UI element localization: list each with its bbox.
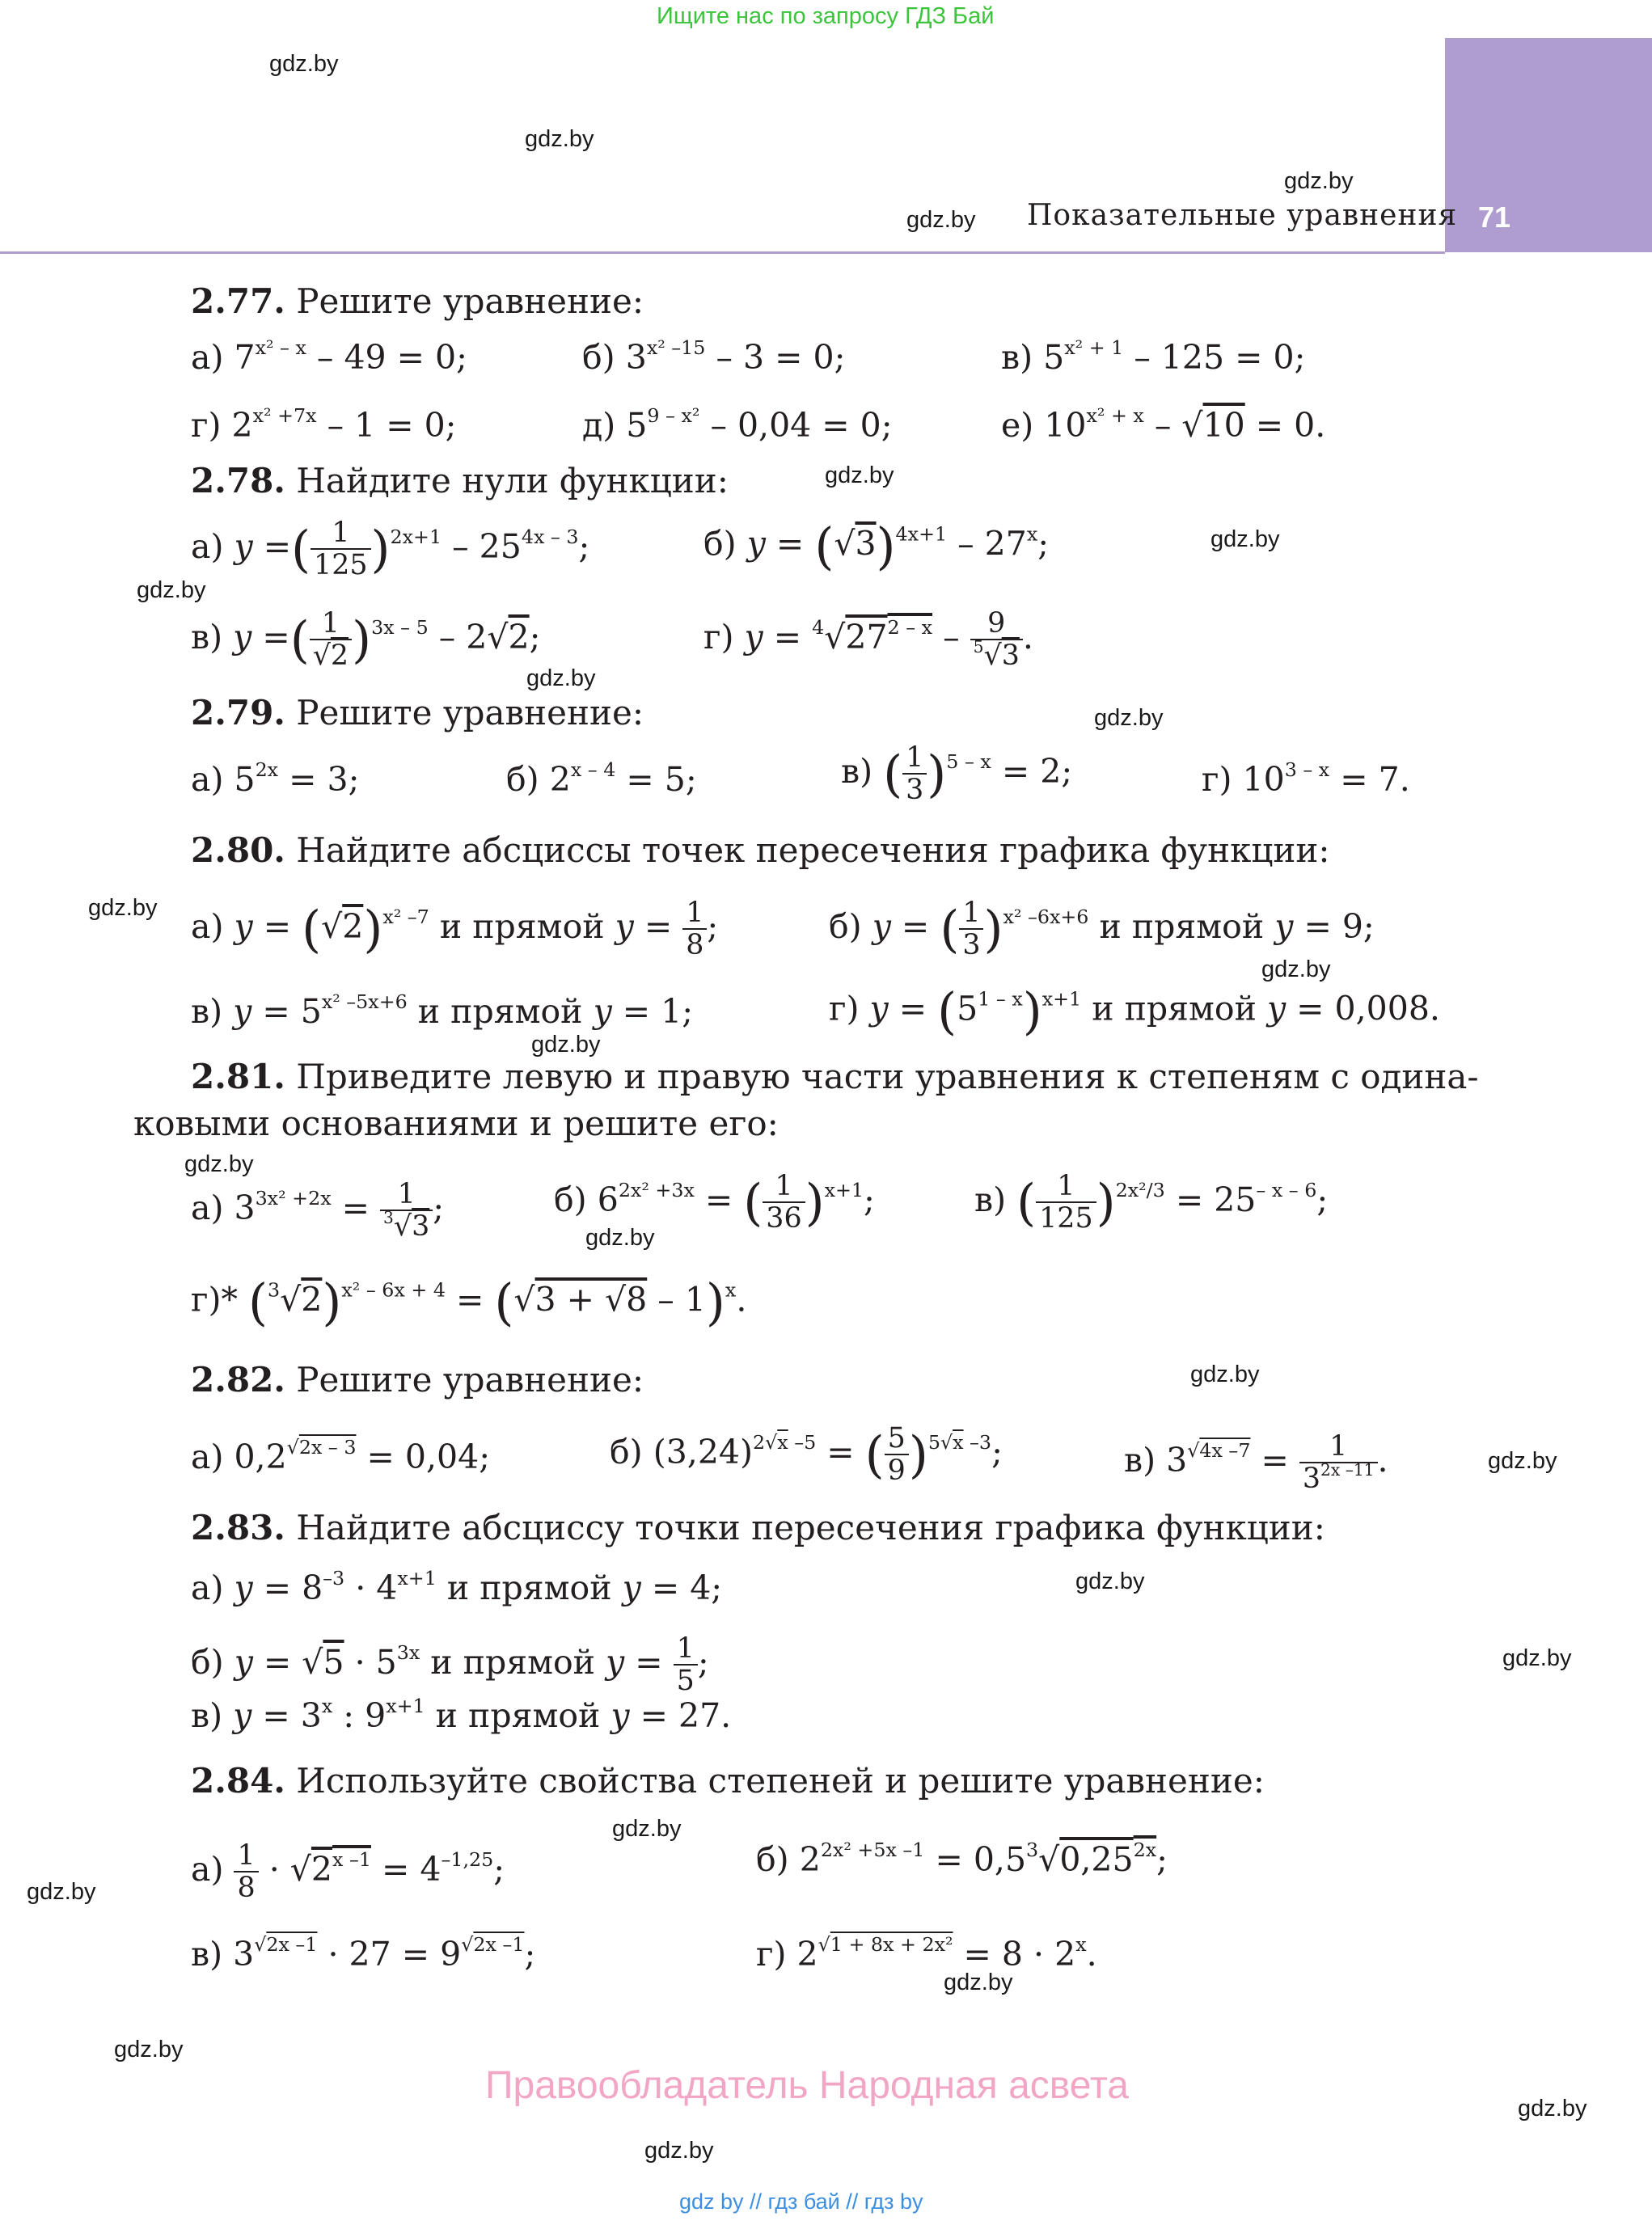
text-line: прямой (450, 992, 583, 1031)
text-line: прямой (472, 906, 605, 946)
problem-statement: Найдите нули функции: (296, 461, 729, 500)
equation-2-77-b: б) $3^{x^2 -15} - 3 = 0$; (582, 336, 846, 377)
watermark: gdz.by (1502, 1645, 1572, 1671)
watermark: gdz.by (1284, 168, 1354, 194)
problem-2-78-title (191, 461, 729, 500)
equation-2-77-a: а) $7^{x^2 - x} - 49 = 0$; (191, 336, 467, 377)
rights-holder: Правообладатель Народная асвета (485, 2064, 1129, 2107)
problem-2-81-title (191, 1057, 1479, 1096)
watermark: gdz.by (825, 462, 894, 488)
text-line: прямой (1124, 989, 1257, 1028)
text-and: и (1099, 906, 1122, 946)
watermark: gdz.by (1261, 956, 1331, 982)
equation-2-84-v: в) $3^{√2x -1} \cdot 27 = 9^{√2x -1}$; (191, 1933, 536, 1974)
watermark: gdz.by (1488, 1448, 1557, 1474)
problem-statement: Решите уравнение: (296, 1360, 644, 1400)
equation-2-79-v: в) ( $\frac{1}{3}$ )$^{5 - x}$ = 2; (841, 741, 1073, 807)
problem-number: 2.77. (191, 281, 285, 321)
problem-2-84-title (191, 1761, 1265, 1801)
equation-2-84-g: г) $2^{√1 + 8x + 2x^2} = 8 \cdot 2^x$. (756, 1933, 1097, 1974)
text-and: и (1092, 989, 1114, 1028)
problem-statement: Найдите абсциссу точки пересечения графика функции: (296, 1508, 1325, 1547)
problem-number: 2.81. (191, 1057, 285, 1096)
equation-2-77-d: д) $5^{9 - x^2} - 0,04 = 0$; (582, 404, 893, 445)
page-number-tab (1445, 38, 1652, 252)
watermark: gdz.by (525, 126, 594, 152)
equation-2-77-e: е) $10^{x^2 + x} - √10 = 0$. (1001, 404, 1326, 445)
problem-number: 2.84. (191, 1761, 285, 1801)
equation-2-83-a: а) $y = 8^{-3} \cdot 4^{x+1}$ и прямой y = 4; (191, 1567, 723, 1607)
watermark: gdz.by (585, 1225, 655, 1251)
problem-2-79-title (191, 693, 644, 733)
equation-2-81-g: г)* $(^3√2)^{x^2 - 6x + 4} = (√3 + √8 - 1)^x$. (191, 1273, 747, 1332)
equation-2-77-v: в) $5^{x^2 + 1} - 125 = 0$; (1001, 336, 1306, 377)
equation-2-80-g: г) $y = (5^{1 - x})^{x+1}$ и прямой y = 0,008. (829, 982, 1440, 1041)
problem-number: 2.82. (191, 1360, 285, 1400)
equation-2-80-v: в) $y = 5^{x^2 -5x+6}$ и прямой y = 1; (191, 990, 694, 1031)
watermark: gdz.by (944, 1970, 1013, 1995)
equation-2-81-b: б) $6^{2x^2 +3x}$ = ( $\frac{1}{36}$ )$^{x+1}$; (554, 1170, 875, 1235)
watermark: gdz.by (612, 1816, 682, 1842)
running-head: Показательные уравнения (1027, 199, 1458, 232)
problem-statement: Используйте свойства степеней и решите уравнение: (296, 1761, 1265, 1801)
header-rule (0, 251, 1445, 254)
top-banner[interactable]: Ищите нас по запросу ГДЗ Бай (657, 3, 995, 29)
equation-2-84-b: б) $2^{2x^2 +5x -1} = 0,5^3√0,25^{2x}$; (756, 1839, 1168, 1879)
problem-statement: Найдите абсциссы точек пересечения графика функции: (296, 830, 1330, 870)
page-number: 71 (1478, 201, 1511, 234)
equation-2-79-g: г) $10^{3 - x} = 7$. (1202, 758, 1410, 799)
equation-2-80-b: б) y = ( $\frac{1}{3}$ )$^{x^2 -6x+6}$ и прямой y = 9; (829, 897, 1375, 962)
equation-2-81-a: а) $3^{3x^2 +2x}$ = $\frac{1}{^3√3}$ ; (191, 1178, 445, 1243)
watermark: gdz.by (269, 51, 339, 77)
watermark: gdz.by (526, 665, 596, 691)
text-and-line: и (439, 906, 463, 946)
equation-2-79-b: б) $2^{x - 4} = 5$; (506, 758, 697, 799)
problem-statement: Решите уравнение: (296, 693, 644, 733)
text-and-line: и прямой (446, 1568, 612, 1607)
watermark: gdz.by (644, 2138, 714, 2164)
equation-2-80-a: а) $y = (√2)^{x^2 -7}$ и прямой y = $\frac{1}{8}$ ; (191, 897, 719, 962)
problem-number: 2.83. (191, 1508, 285, 1547)
text-line: прямой (1131, 906, 1265, 946)
watermark: gdz.by (1075, 1568, 1145, 1594)
equation-2-78-b: б) $y = (√3)^{4x+1} - 27^x$; (703, 517, 1050, 576)
text-and: и (417, 992, 441, 1031)
watermark: gdz.by (906, 207, 976, 233)
equation-2-83-b: б) $y = √5 \cdot 5^{3x}$ и прямой y = $\frac{1}{5}$ ; (191, 1632, 709, 1698)
problem-statement: Решите уравнение: (296, 281, 644, 321)
problem-2-77-title (191, 281, 644, 321)
problem-statement: Приведите левую и правую части уравнения к степеням с одина- (296, 1057, 1479, 1096)
equation-2-84-a: а) $\frac{1}{8}$ · $√2^{x -1} = 4^{-1,25}$; (191, 1839, 505, 1905)
equation-2-77-g: г) $2^{x^2 +7x} - 1 = 0$; (191, 404, 457, 445)
problem-2-80-title (191, 830, 1330, 870)
watermark: gdz.by (184, 1151, 254, 1177)
problem-2-82-title (191, 1360, 644, 1400)
problem-2-81-title-continuation: ковыми основаниями и решите его: (133, 1104, 779, 1143)
problem-2-83-title (191, 1508, 1325, 1547)
watermark: gdz.by (137, 577, 206, 603)
equation-2-78-a: а) y =( $\frac{1}{125}$ )$^{2x+1} - 25^{4x - 3}$; (191, 517, 590, 582)
equation-2-82-a: а) $0,2^{√2x - 3} = 0,04$; (191, 1436, 491, 1476)
watermark: gdz.by (1190, 1362, 1260, 1387)
watermark: gdz.by (531, 1032, 601, 1058)
watermark: gdz.by (114, 2037, 184, 2062)
equation-2-81-v: в) ( $\frac{1}{125}$ )$^{2x^2/3} = 25^{- x - 6}$; (974, 1170, 1329, 1235)
problem-number: 2.79. (191, 693, 285, 733)
watermark: gdz.by (1094, 705, 1164, 731)
problem-number: 2.78. (191, 461, 285, 500)
text-and-line: и прямой (430, 1642, 595, 1682)
text-and-line: и прямой (435, 1696, 601, 1735)
bottom-banner[interactable]: gdz by // гдз бай // гдз by (679, 2189, 923, 2214)
equation-2-78-g: г) $y = ^4√27^{2 - x}$ – $\frac{9}{^5√3}$ . (703, 607, 1033, 673)
problem-number: 2.80. (191, 830, 285, 870)
watermark: gdz.by (1210, 526, 1280, 552)
equation-2-79-a: а) $5^{2x} = 3$; (191, 758, 360, 799)
watermark: gdz.by (27, 1879, 96, 1905)
watermark: gdz.by (88, 895, 158, 921)
equation-2-83-v: в) $y = 3^x$ : $9^{x+1}$ и прямой y = 27. (191, 1695, 732, 1735)
watermark: gdz.by (1518, 2096, 1587, 2122)
equation-2-82-b: б) $(3,24)^{2√x -5}$ = ( $\frac{5}{9}$ )$^{5√x -3}$; (610, 1422, 1003, 1488)
equation-2-78-v: в) y =( $\frac{1}{√2}$ )$^{3x - 5}$ – 2√2; (191, 607, 541, 673)
equation-2-82-v: в) $3^{√4x -7}$ = $\frac{1}{3^{2x -11}}$ . (1124, 1430, 1388, 1496)
